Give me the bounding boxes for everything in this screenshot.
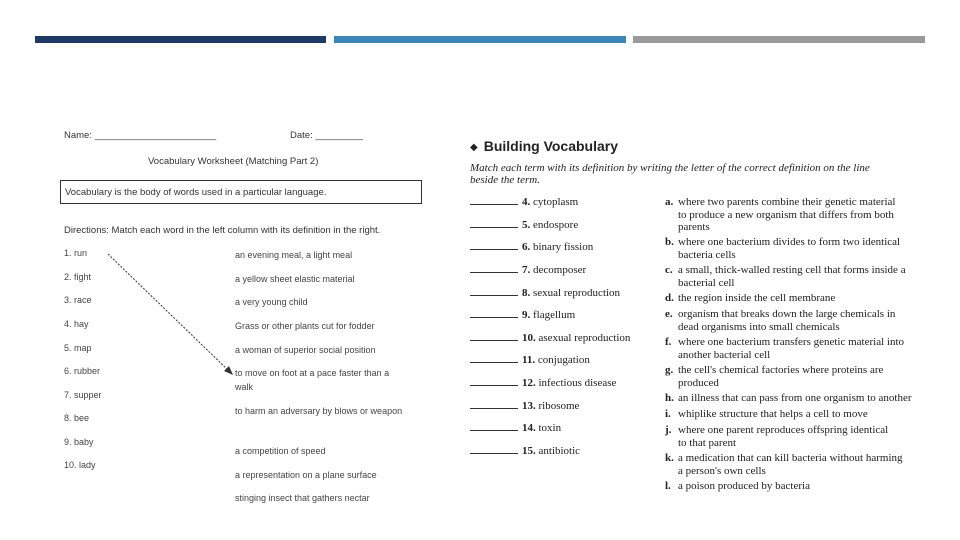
vocabulary-term: 7. decomposer: [470, 264, 586, 276]
worksheet-definition: a representation on a plane surface: [235, 470, 377, 480]
vocabulary-definition: a. where two parents combine their genetic material to produce a new organism that differs from both parents: [665, 196, 896, 233]
vocabulary-worksheet-image: [60, 128, 440, 518]
vocabulary-term: 9. flagellum: [470, 309, 575, 321]
vocabulary-definition: l. a poison produced by bacteria: [665, 480, 810, 492]
worksheet-definition: Grass or other plants cut for fodder: [235, 321, 375, 331]
worksheet-definition: a competition of speed: [235, 446, 326, 456]
worksheet-definition: to harm an adversary by blows or weapon: [235, 406, 403, 416]
worksheet-definition: a yellow sheet elastic material: [235, 274, 355, 284]
vocabulary-term: 14. toxin: [470, 422, 561, 434]
worksheet-word: 3. race: [64, 295, 92, 305]
vocabulary-definition: e. organism that breaks down the large chemicals in dead organisms into small chemicals: [665, 308, 896, 333]
vocabulary-definition: b. where one bacterium divides to form two identical bacteria cells: [665, 236, 901, 261]
worksheet-word: 5. map: [64, 343, 92, 353]
worksheet-definition: stinging insect that gathers nectar: [235, 493, 370, 503]
worksheet-date-field: Date: _________: [290, 130, 363, 141]
vocabulary-term: 10. asexual reproduction: [470, 332, 630, 344]
vocabulary-heading: ◆ Building Vocabulary: [470, 138, 619, 154]
vocabulary-definition: d. the region inside the cell membrane: [665, 292, 836, 304]
worksheet-name-field: Name: _______________________: [64, 130, 217, 141]
vocabulary-term: 4. cytoplasm: [470, 196, 578, 208]
vocabulary-instructions: Match each term with its definition by writing the letter of the correct definition on the line beside the term.: [470, 162, 870, 186]
worksheet-title: Vocabulary Worksheet (Matching Part 2): [148, 156, 319, 167]
worksheet-word: 1. run: [64, 248, 88, 258]
vocabulary-definition: c. a small, thick-walled resting cell that forms inside a bacterial cell: [665, 264, 906, 289]
worksheet-directions: Directions: Match each word in the left column with its definition in the right.: [64, 225, 381, 236]
vocabulary-term: 6. binary fission: [470, 241, 593, 253]
worksheet-word: 7. supper: [64, 390, 102, 400]
vocabulary-definition: g. the cell's chemical factories where proteins are produced: [665, 364, 884, 389]
vocabulary-definition: f. where one bacterium transfers genetic material into another bacterial cell: [665, 336, 905, 361]
worksheet-word: 4. hay: [64, 319, 89, 329]
top-bar-blue: [334, 36, 626, 43]
vocabulary-definition: h. an illness that can pass from one organism to another: [665, 392, 912, 404]
vocabulary-term: 13. ribosome: [470, 400, 579, 412]
top-bar-gray: [633, 36, 925, 43]
vocabulary-term: 12. infectious disease: [470, 377, 616, 389]
vocabulary-definition: k. a medication that can kill bacteria without harming a person's own cells: [665, 452, 903, 477]
worksheet-definition: to move on foot at a pace faster than a walk: [235, 368, 390, 392]
vocabulary-term: 11. conjugation: [470, 354, 590, 366]
building-vocabulary-image: [466, 128, 950, 498]
worksheet-word: 9. baby: [64, 437, 94, 447]
worksheet-word: 8. bee: [64, 413, 90, 423]
worksheet-definition-box: Vocabulary is the body of words used in a particular language.: [60, 180, 422, 204]
vocabulary-term: 15. antibiotic: [470, 445, 580, 457]
vocabulary-term: 8. sexual reproduction: [470, 287, 620, 299]
worksheet-definition: a woman of superior social position: [235, 345, 376, 355]
diamond-bullet-icon: ◆: [470, 142, 478, 153]
vocabulary-term: 5. endospore: [470, 219, 578, 231]
vocabulary-definition: j. where one parent reproduces offspring identical to that parent: [665, 424, 889, 449]
worksheet-definition: a very young child: [235, 297, 308, 307]
top-bar-navy: [35, 36, 326, 43]
vocabulary-definition: i. whiplike structure that helps a cell to move: [665, 408, 868, 420]
matching-arrow: [60, 128, 440, 518]
worksheet-word: 2. fight: [64, 272, 92, 282]
worksheet-word: 6. rubber: [64, 366, 101, 376]
worksheet-definition: an evening meal, a light meal: [235, 250, 353, 260]
worksheet-word: 10. lady: [64, 460, 96, 470]
